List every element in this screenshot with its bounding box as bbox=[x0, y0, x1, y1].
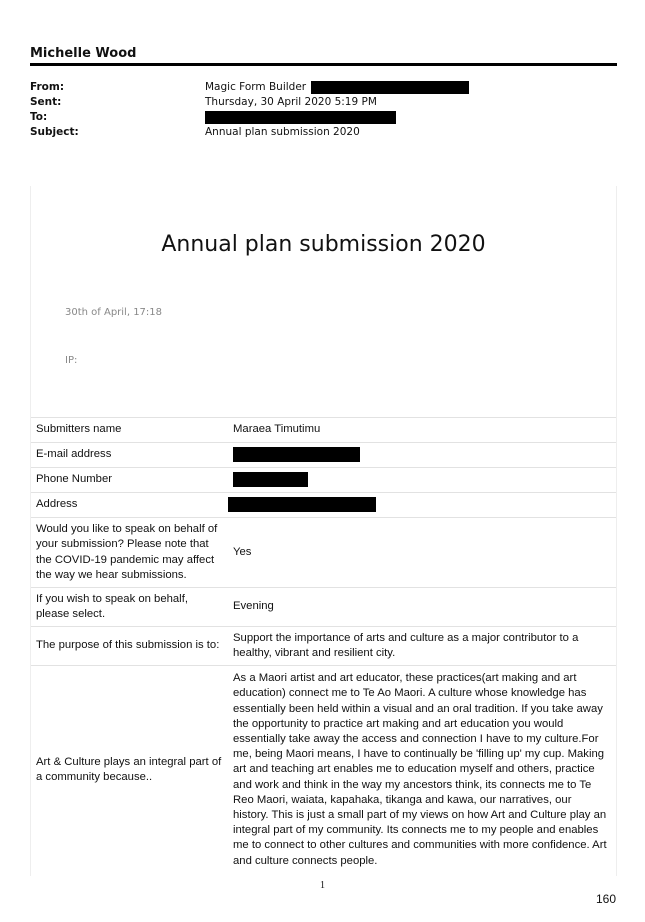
page-number: 1 bbox=[320, 880, 325, 891]
from-label: From: bbox=[30, 81, 65, 93]
redaction-address bbox=[228, 497, 376, 512]
to-row bbox=[30, 110, 620, 125]
when-label: If you wish to speak on behalf, please select. bbox=[36, 592, 188, 620]
form-title: Annual plan submission 2020 bbox=[161, 232, 486, 257]
address-value bbox=[226, 497, 616, 513]
redaction-to bbox=[205, 111, 396, 124]
phone-value bbox=[226, 472, 616, 488]
form-submission bbox=[30, 186, 617, 876]
table-row-when bbox=[31, 588, 616, 627]
phone-label: Phone Number bbox=[36, 473, 112, 486]
email-label: E-mail address bbox=[36, 448, 112, 461]
table-row-speak bbox=[31, 518, 616, 588]
sent-label: Sent: bbox=[30, 96, 62, 108]
sent-row bbox=[30, 95, 620, 110]
redaction-phone bbox=[233, 472, 308, 487]
address-label: Address bbox=[36, 498, 78, 511]
submission-table bbox=[31, 417, 616, 874]
speak-value: Yes bbox=[233, 545, 252, 558]
redaction-from bbox=[311, 81, 469, 94]
when-value: Evening bbox=[233, 600, 274, 613]
subject-row bbox=[30, 125, 620, 140]
from-row bbox=[30, 80, 620, 95]
table-row-phone bbox=[31, 468, 616, 493]
subject-label: Subject: bbox=[30, 126, 79, 138]
purpose-label: The purpose of this submission is to: bbox=[36, 639, 220, 652]
table-row-art bbox=[31, 666, 616, 874]
submitter-value: Maraea Timutimu bbox=[233, 423, 321, 436]
subject-value: Annual plan submission 2020 bbox=[205, 126, 360, 138]
art-value: As a Maori artist and art educator, these practices(art making and art education) connect me to Te Ao Maori. A culture whose knowledge has essentially been held within a visual and an oral tradition. If you take away the opportunity to practice art making and art education you would essentially take away the access and connection I have to my culture.For me, being Maori means, I have to continually be 'filling up' my cup. Making art and teaching art enables me to education myself and others, practice and work and think in the way my ancestors think, its connects me to Te Reo Maori, waiata, kapahaka, tikanga and kawa, our narratives, our history. This is just a small part of my views on how Art and Culture play an integral part of my community. Its connects me to my people and enables me to connect to other cultures and communities with more confidence. Art and culture connects people. bbox=[233, 672, 607, 867]
email-header bbox=[30, 80, 620, 140]
sender-name: Michelle Wood bbox=[30, 46, 137, 61]
sent-value: Thursday, 30 April 2020 5:19 PM bbox=[205, 96, 377, 108]
from-value: Magic Form Builder bbox=[205, 81, 307, 93]
form-ip: IP: bbox=[65, 355, 78, 366]
email-value bbox=[226, 447, 616, 463]
to-label: To: bbox=[30, 111, 48, 123]
table-row-submitter bbox=[31, 418, 616, 443]
document-number: 160 bbox=[595, 892, 616, 906]
purpose-value: Support the importance of arts and culture as a major contributor to a healthy, vibrant and resilient city. bbox=[233, 631, 579, 659]
form-date: 30th of April, 17:18 bbox=[65, 307, 163, 318]
redaction-email bbox=[233, 447, 360, 462]
table-row-email bbox=[31, 443, 616, 468]
table-row-address bbox=[31, 493, 616, 518]
header-divider bbox=[30, 63, 617, 66]
table-row-purpose bbox=[31, 627, 616, 666]
art-label: Art & Culture plays an integral part of a community because.. bbox=[36, 755, 222, 783]
submitter-label: Submitters name bbox=[36, 423, 122, 436]
speak-label: Would you like to speak on behalf of your submission? Please note that the COVID-19 pandemic may affect the way we hear submissions. bbox=[36, 523, 218, 581]
